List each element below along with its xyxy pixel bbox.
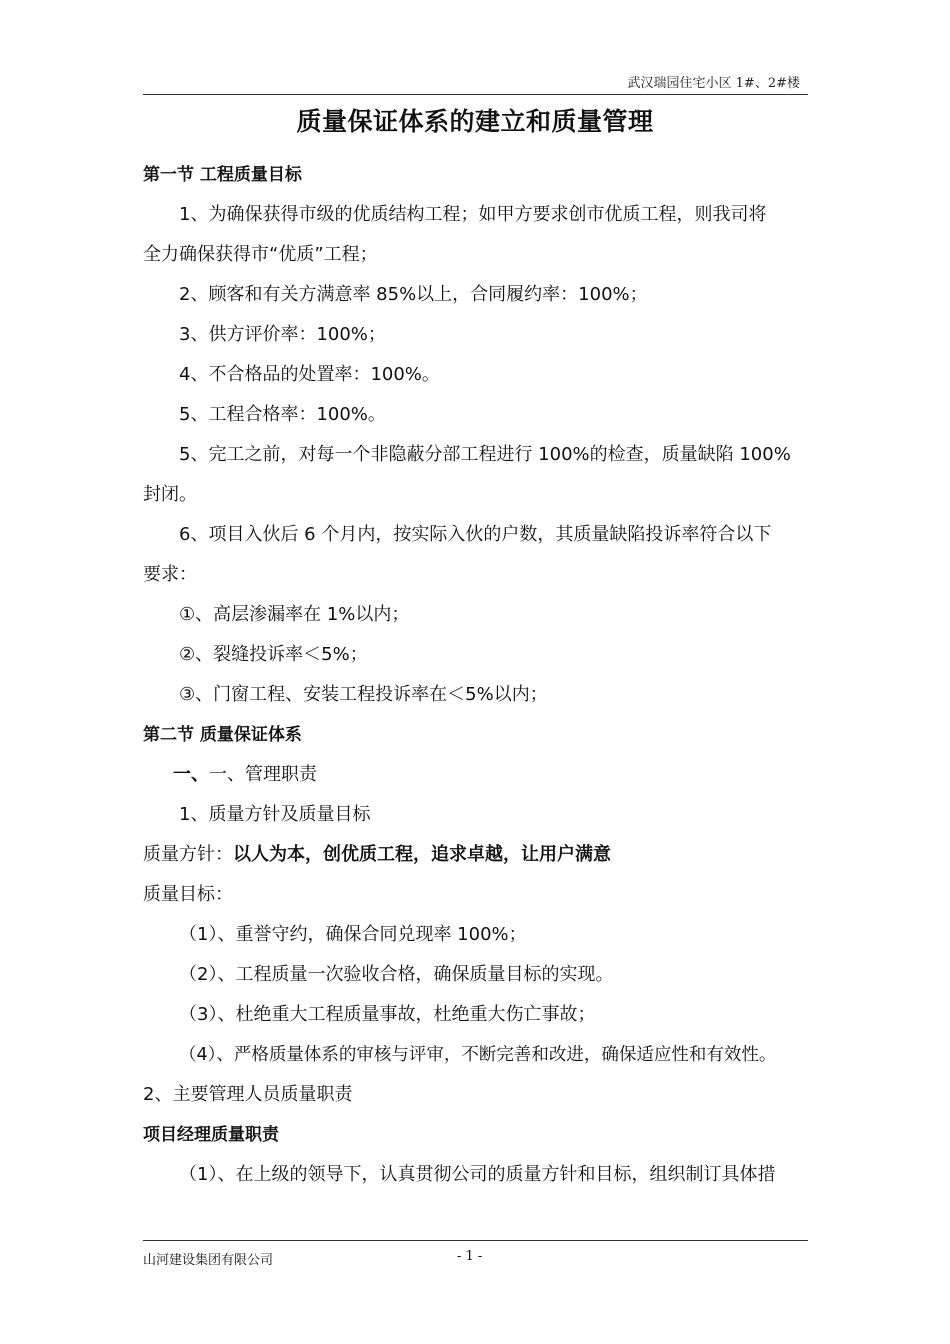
quality-policy xyxy=(143,835,809,875)
subsection-label: 一、管理职责 xyxy=(209,764,317,785)
paragraph: 封闭。 xyxy=(143,484,197,505)
policy-label: 质量方针： xyxy=(143,844,233,865)
policy-text: 以人为本，创优质工程，追求卓越，让用户满意 xyxy=(233,844,611,865)
pm-heading: 项目经理质量职责 xyxy=(143,1125,279,1145)
header-rule xyxy=(143,94,808,95)
footer-rule xyxy=(143,1240,808,1241)
paragraph: 1、为确保获得市级的优质结构工程；如甲方要求创市优质工程，则我司将 xyxy=(179,204,767,225)
footer-company: 山河建设集团有限公司 xyxy=(143,1253,274,1268)
running-header: 武汉瑞园住宅小区 1#、2#楼 xyxy=(627,76,800,91)
subsection-heading xyxy=(143,755,809,795)
paragraph: 质量目标： xyxy=(143,884,233,905)
section1-heading: 第一节 工程质量目标 xyxy=(143,165,302,185)
document-title: 质量保证体系的建立和质量管理 xyxy=(296,107,654,136)
paragraph: 3、供方评价率：100%； xyxy=(179,324,386,345)
document-body xyxy=(143,155,809,1195)
goal-item: （1）、重誉守约，确保合同兑现率 100%； xyxy=(179,924,527,945)
paragraph: 全力确保获得市“优质”工程； xyxy=(143,244,378,265)
paragraph: 6、项目入伙后 6 个月内，按实际入伙的户数，其质量缺陷投诉率符合以下 xyxy=(179,524,772,545)
paragraph: ②、裂缝投诉率＜5%； xyxy=(179,644,368,665)
section2-heading: 第二节 质量保证体系 xyxy=(143,725,302,745)
goal-item: （4）、严格质量体系的审核与评审，不断完善和改进，确保适应性和有效性。 xyxy=(179,1045,777,1065)
paragraph: 2、主要管理人员质量职责 xyxy=(143,1084,353,1105)
paragraph: ③、门窗工程、安装工程投诉率在＜5%以内； xyxy=(179,684,548,705)
paragraph: 5、完工之前，对每一个非隐蔽分部工程进行 100%的检查，质量缺陷 100% xyxy=(179,444,791,465)
paragraph: ①、高层渗漏率在 1%以内； xyxy=(179,604,410,625)
goal-item: （3）、杜绝重大工程质量事故，杜绝重大伤亡事故； xyxy=(179,1004,596,1025)
paragraph: 要求： xyxy=(143,564,197,585)
paragraph: 2、顾客和有关方满意率 85%以上，合同履约率：100%； xyxy=(179,284,648,305)
subsection-number: 一、 xyxy=(173,764,209,785)
page-number: - 1 - xyxy=(457,1249,483,1264)
paragraph: （1）、在上级的领导下，认真贯彻公司的质量方针和目标，组织制订具体措 xyxy=(179,1164,776,1185)
paragraph: 1、质量方针及质量目标 xyxy=(179,804,371,825)
goal-item: （2）、工程质量一次验收合格，确保质量目标的实现。 xyxy=(179,964,614,985)
paragraph: 5、工程合格率：100%。 xyxy=(179,404,386,425)
paragraph: 4、不合格品的处置率：100%。 xyxy=(179,364,440,385)
